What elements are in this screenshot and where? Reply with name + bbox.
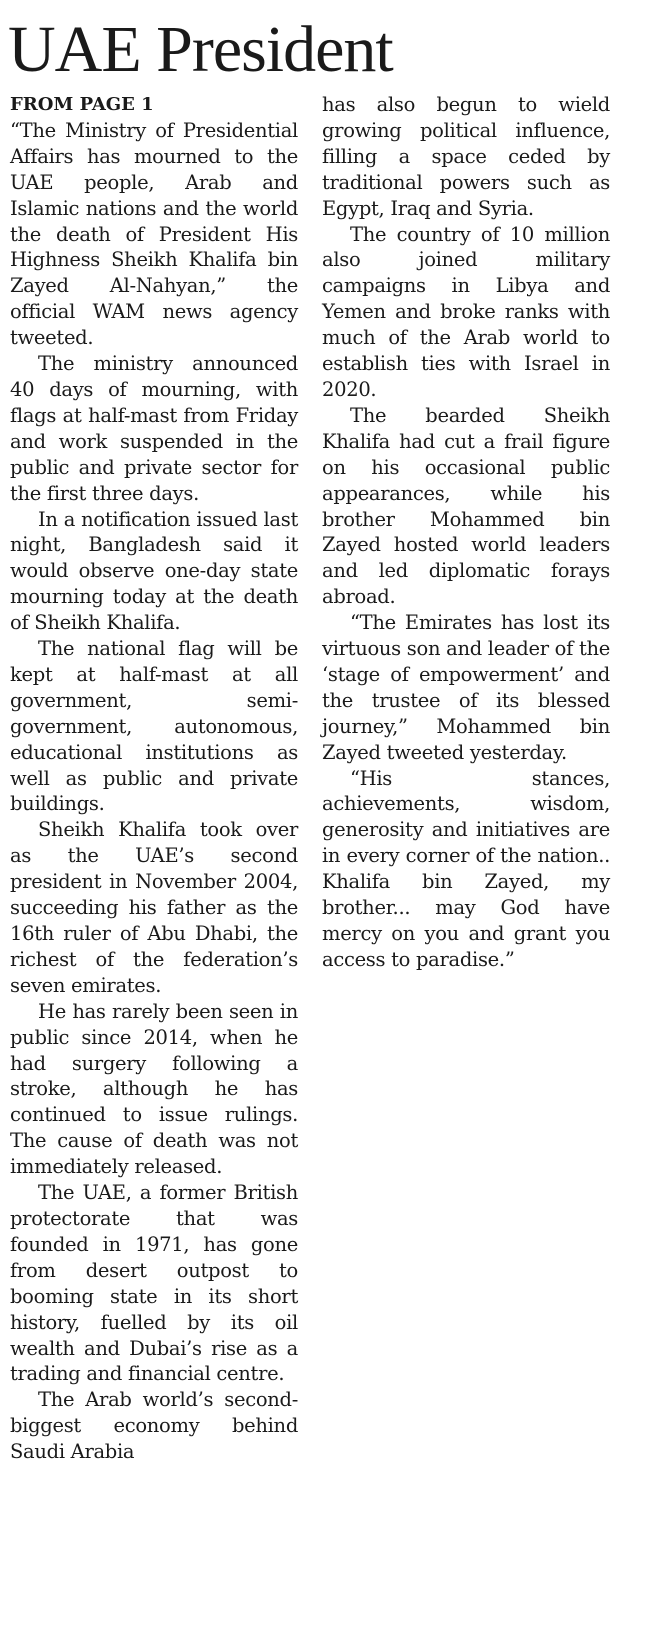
continuation-kicker: FROM PAGE 1 xyxy=(10,94,154,115)
paragraph: Sheikh Khalifa took over as the UAE’s second president in November 2004, succeeding his father as the 16th ruler of Abu Dhabi, the richest of the federation’s seven emirates. xyxy=(10,818,298,997)
paragraph: The Arab world’s second-biggest economy behind Saudi Arabia xyxy=(10,1388,298,1464)
article-column-right xyxy=(322,92,610,973)
paragraph: He has rarely been seen in public since 2014, when he had surgery following a stroke, although he has continued to issue rulings. The cause of death was not immediately released. xyxy=(10,999,298,1179)
headline: UAE President xyxy=(8,13,393,86)
article-column-left xyxy=(10,92,298,1465)
paragraph: “The Ministry of Presidential Affairs has mourned to the UAE people, Arab and Islamic nations and the world the death of President His Highness Sheikh Khalifa bin Zayed Al-Nahyan,” the official WAM news agency tweeted. xyxy=(10,118,298,350)
paragraph: “His stances, achievements, wisdom, generosity and initiatives are in every corner of the nation.. Khalifa bin Zayed, my brother... may God have mercy on you and grant you access to paradise.” xyxy=(322,766,610,971)
paragraph: The bearded Sheikh Khalifa had cut a frail figure on his occasional public appearances, while his brother Mohammed bin Zayed hosted world leaders and led diplomatic forays abroad. xyxy=(322,403,610,609)
paragraph: The national flag will be kept at half-mast at all government, semi-government, autonomous, educational institutions as well as public and private buildings. xyxy=(10,637,298,816)
paragraph: has also begun to wield growing political influence, filling a space ceded by traditional powers such as Egypt, Iraq and Syria. xyxy=(322,93,610,220)
paragraph: The country of 10 million also joined military campaigns in Libya and Yemen and broke ranks with much of the Arab world to establish ties with Israel in 2020. xyxy=(322,222,610,401)
paragraph: “The Emirates has lost its virtuous son and leader of the ‘stage of empowerment’ and the trustee of its blessed journey,” Mohammed bin Zayed tweeted yesterday. xyxy=(322,611,610,764)
paragraph: The ministry announced 40 days of mourning, with flags at half-mast from Friday and work suspended in the public and private sector for the first three days. xyxy=(10,352,298,505)
paragraph: The UAE, a former British protectorate that was founded in 1971, has gone from desert outpost to booming state in its short history, fuelled by its oil wealth and Dubai’s rise as a trading and financial centre. xyxy=(10,1181,298,1386)
paragraph: In a notification issued last night, Bangladesh said it would observe one-day state mourning today at the death of Sheikh Khalifa. xyxy=(10,507,298,635)
